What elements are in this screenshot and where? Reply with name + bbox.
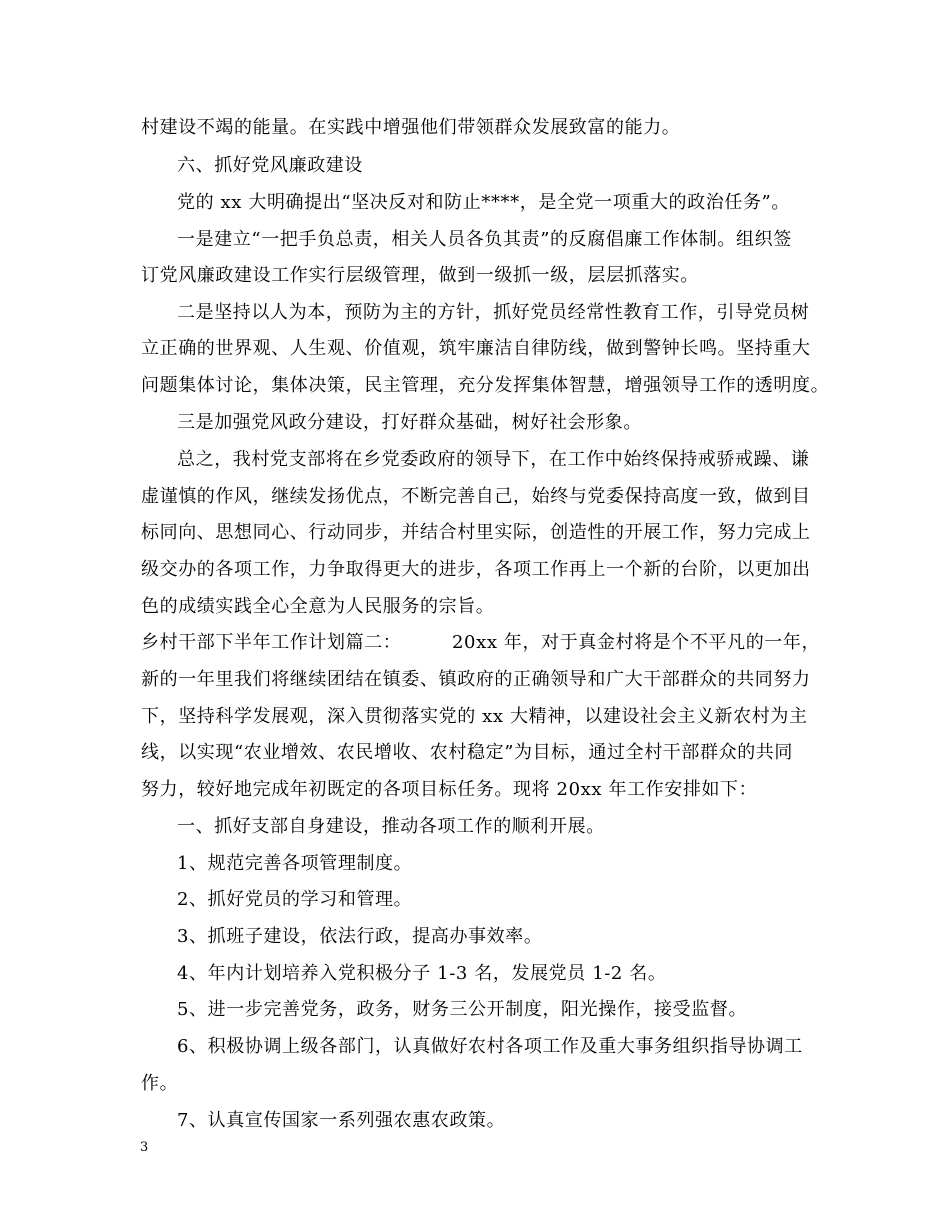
- text-line: 虚谨慎的作风，继续发扬优点，不断完善自己，始终与党委保持高度一致，做到目: [141, 486, 811, 507]
- section-heading: 六、抓好党风廉政建设: [177, 155, 363, 176]
- text-line: 立正确的世界观、人生观、价值观，筑牢廉洁自律防线，做到警钟长鸣。坚持重大: [141, 338, 811, 359]
- text-line: 总之，我村党支部将在乡党委政府的领导下，在工作中始终保持戒骄戒躁、谦: [177, 449, 810, 470]
- text-line: 村建设不竭的能量。在实践中增强他们带领群众发展致富的能力。: [141, 117, 681, 138]
- page-number: 3: [140, 1140, 149, 1155]
- text-line: 色的成绩实践全心全意为人民服务的宗旨。: [141, 596, 495, 617]
- text-line: 乡村干部下半年工作计划篇二： 20xx 年，对于真金村将是个不平凡的一年，: [141, 632, 821, 653]
- text-line: 订党风廉政建设工作实行层级管理，做到一级抓一级，层层抓落实。: [141, 265, 699, 286]
- text-line: 作。: [141, 1073, 179, 1094]
- list-item: 4、年内计划培养入党积极分子 1-3 名，发展党员 1-2 名。: [177, 963, 667, 984]
- text-line: 新的一年里我们将继续团结在镇委、镇政府的正确领导和广大干部群众的共同努力: [141, 669, 811, 690]
- text-line: 二是坚持以人为本，预防为主的方针，抓好党员经常性教育工作，引导党员树: [177, 302, 810, 323]
- text-line: 问题集体讨论，集体决策，民主管理，充分发挥集体智慧，增强领导工作的透明度。: [141, 375, 830, 396]
- text-line: 下，坚持科学发展观，深入贯彻落实党的 xx 大精神，以建设社会主义新农村为主: [141, 706, 808, 727]
- list-item: 5、进一步完善党务，政务，财务三公开制度，阳光操作，接受监督。: [177, 999, 748, 1020]
- list-item: 2、抓好党员的学习和管理。: [177, 889, 413, 910]
- text-line: 党的 xx 大明确提出“坚决反对和防止****，是全党一项重大的政治任务”。: [177, 192, 790, 213]
- list-item: 6、积极协调上级各部门，认真做好农村各项工作及重大事务组织指导协调工: [177, 1036, 803, 1057]
- list-item: 7、认真宣传国家一系列强农惠农政策。: [177, 1110, 506, 1131]
- list-item: 1、规范完善各项管理制度。: [177, 853, 413, 874]
- text-line: 级交办的各项工作，力争取得更大的进步，各项工作再上一个新的台阶，以更加出: [141, 559, 811, 580]
- section-heading: 一、抓好支部自身建设，推动各项工作的顺利开展。: [177, 816, 605, 837]
- text-line: 三是加强党风政分建设，打好群众基础，树好社会形象。: [177, 412, 642, 433]
- text-line: 努力，较好地完成年初既定的各项目标任务。现将 20xx 年工作安排如下：: [141, 779, 758, 800]
- text-line: 标同向、思想同心、行动同步，并结合村里实际，创造性的开展工作，努力完成上: [141, 522, 811, 543]
- text-line: 一是建立“一把手负总责，相关人员各负其责”的反腐倡廉工作体制。组织签: [177, 229, 792, 250]
- list-item: 3、抓班子建设，依法行政，提高办事效率。: [177, 926, 543, 947]
- text-line: 线，以实现“农业增效、农民增收、农村稳定”为目标，通过全村干部群众的共同: [141, 742, 794, 763]
